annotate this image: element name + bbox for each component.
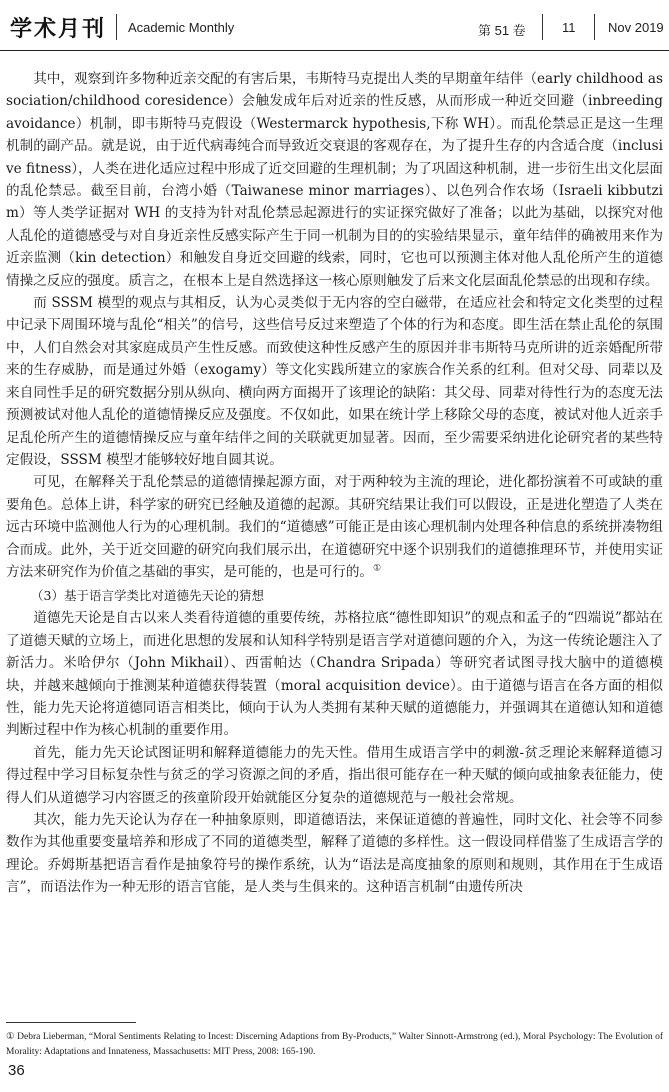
header-divider bbox=[594, 14, 595, 40]
issue-number: 11 bbox=[562, 20, 576, 35]
running-header bbox=[0, 0, 669, 52]
footnote-reference[interactable]: ① bbox=[373, 563, 382, 574]
volume-label: 第 51 卷 bbox=[478, 23, 526, 38]
page-number: 36 bbox=[8, 1062, 25, 1079]
paragraph-text: 可见，在解释关于乱伦禁忌的道德情操起源方面，对于两种较为主流的理论，进化都扮演着不可或缺的重要角色。总体上讲，科学家的研究已经触及道德的起源。其研究结果让我们可以假设，正是进化塑造了人类在远古环境中监测他人行为的心理机制。我们的“道德感”可能正是由该心理机制内处理各种信息的系统拼凑物组合而成。此外，关于近交回避的研究向我们展示出，在道德研究中逐个识别我们的道德推理环节，并使用实证方法来研究作为价值之基础的事实，是可能的，也是可行的。 bbox=[6, 474, 663, 580]
footnote bbox=[6, 1030, 663, 1060]
journal-english-name: Academic Monthly bbox=[128, 20, 235, 35]
footnote-text: Debra Lieberman, “Moral Sentiments Relating to Incest: Discerning Adaptions from By-Products,” Walter Sinnott-Armstrong (ed.), Moral Psychology: The Evolution of Morality: Adaptations and Innateness, Massachusetts: MIT Press, 2008: 165-190. bbox=[6, 1032, 663, 1057]
footnote-marker: ① bbox=[6, 1032, 15, 1042]
header-divider bbox=[116, 14, 117, 40]
paragraph-sssm: 而 SSSM 模型的观点与其相反，认为心灵类似于无内容的空白磁带，在适应社会和特定文化类型的过程中记录下周围环境与乱伦“相关”的信号，这些信号反过来塑造了个体的行为和态度。即生活在禁止乱伦的氛围中，人们自然会对其家庭成员产生性反感。而致使这种性反感产生的原因并非韦斯特马克所讲的近亲婚配所带来的生存威胁，而是通过外婚（exogamy）等文化实践所建立的家族合作关系的红利。但对父母、同辈以及来自同性手足的研究数据分别从纵向、横向两方面揭开了该理论的缺陷：其父母、同辈对待性行为的态度无法预测被试对他人乱伦的道德情操反应及强度。不仅如此，如果在统计学上移除父母的态度，被试对他人近亲手足乱伦所产生的道德情操反应与童年结伴之间的关联就更加显著。因而，至少需要采纳进化论研究者的某些特定假设，SSSM 模型才能够较好地自圆其说。 bbox=[6, 295, 663, 468]
article-body bbox=[6, 68, 663, 899]
footnote-rule bbox=[6, 1022, 136, 1023]
issue-date: Nov 2019 bbox=[608, 20, 664, 35]
header-rule bbox=[0, 50, 669, 51]
paragraph-second: 其次，能力先天论认为存在一种抽象原则，即道德语法，来保证道德的普遍性，同时文化、社会等不同参数作为其他重要变量培养和形成了不同的道德类型，解释了道德的多样性。这一假设同样借鉴了生成语言学的理论。乔姆斯基把语言看作是抽象符号的操作系统，认为“语法是高度抽象的原则和规则，其作用在于生成语言”，而语法作为一种无形的语言官能，是人类与生俱来的。这种语言机制“由遗传所决 bbox=[6, 812, 663, 896]
journal-logo: 学术月刊 bbox=[10, 16, 107, 42]
section-heading: （3）基于语言学类比对道德先天论的猜想 bbox=[31, 588, 264, 604]
paragraph-innatism: 道德先天论是自古以来人类看待道德的重要传统，苏格拉底“德性即知识”的观点和孟子的“四端说”都站在了道德天赋的立场上，而进化思想的发展和认知科学特别是语言学对道德问题的介入，为这一传统论题注入了新活力。米哈伊尔（John Mikhail）、西雷帕达（Chandra Sripada）等研究者试图寻找大脑中的道德模块，并越来越倾向于推测某种道德获得装置（moral acquisition device）。由于道德与语言在各方面的相似性，能力先天论将道德同语言相类比，倾向于认为人类拥有某种天赋的道德能力，并强调其在道德认知和道德判断过程中作为核心机制的重要作用。 bbox=[6, 610, 663, 739]
paragraph-westermarck: 其中，观察到许多物种近亲交配的有害后果，韦斯特马克提出人类的早期童年结伴（early childhood association/childhood coresidence）会触发成年后对近亲的性反感，从而形成一种近交回避（inbreeding avoidance）机制，即韦斯特马克假设（Westermarck hypothesis,下称 WH）。而乱伦禁忌正是这一生理机制的副产品。就是说，由于近代病毒纯合而导致近交衰退的客观存在，为了提升生存的内含适合度（inclusive fitness），人类在进化适应过程中形成了近交回避的生理机制；为了巩固这种机制，进一步衍生出文化层面的乱伦禁忌。截至目前，台湾小婚（Taiwanese minor marriages）、以色列合作农场（Israeli kibbutzim）等人类学证据对 WH 的支持为针对乱伦禁忌起源进行的实证探究做好了准备；以此为基础，以探究对他人乱伦的道德感受与对自身近亲性反感实际产生于同一机制为目的的实验结果显示，童年结伴的确被用来作为近亲监测（kin detection）和触发自身近交回避的线索，同时，它也可以预测主体对他人乱伦所产生的道德情操之反应的强度。质言之，在根本上是自然选择这一核心原则触发了后来文化层面乱伦禁忌的出现和存续。 bbox=[6, 71, 663, 289]
paragraph-evolution-role bbox=[6, 471, 663, 583]
paragraph-first: 首先，能力先天论试图证明和解释道德能力的先天性。借用生成语言学中的刺激-贫乏理论来解释道德习得过程中学习目标复杂性与贫乏的学习资源之间的矛盾，指出很可能存在一种天赋的倾向或抽象表征能力，使得人们从道德学习内容匮乏的孩童阶段开始就能区分复杂的道德规范与一般社会常规。 bbox=[6, 744, 663, 806]
header-divider bbox=[542, 14, 543, 40]
